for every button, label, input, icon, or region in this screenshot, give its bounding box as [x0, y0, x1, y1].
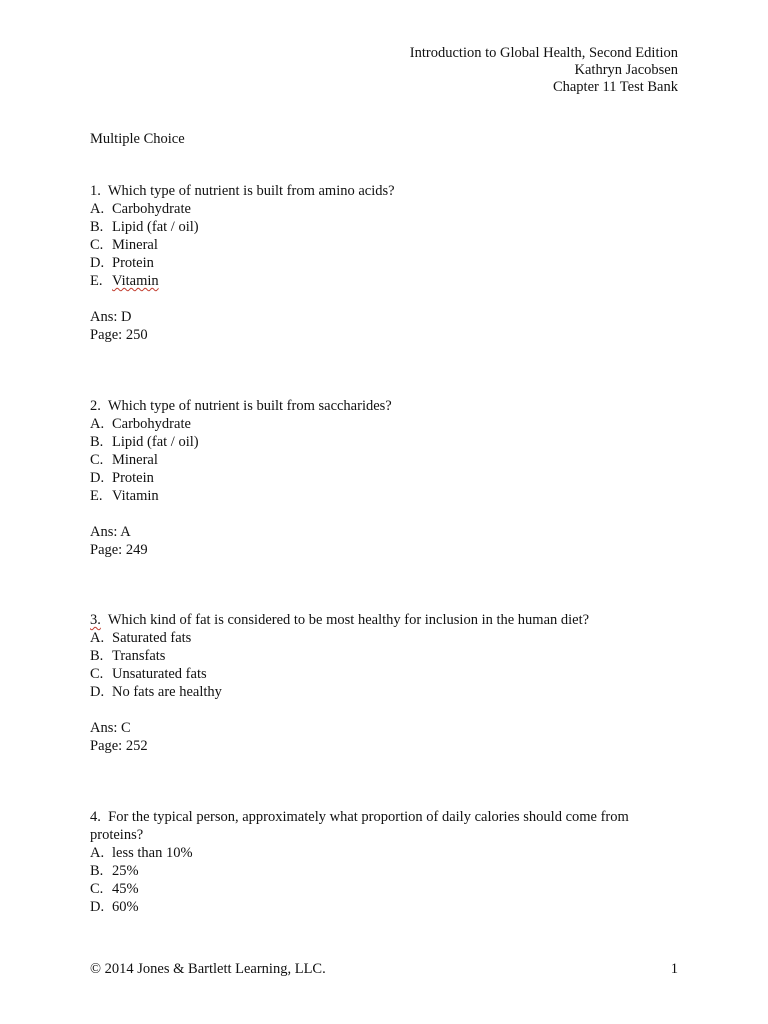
- answer-key: Ans: A: [90, 524, 131, 540]
- spacer: [90, 290, 680, 308]
- option-b: [90, 862, 680, 880]
- option-text: Protein: [112, 470, 154, 486]
- page-reference: Page: 250: [90, 327, 148, 343]
- option-letter: A.: [90, 845, 105, 861]
- question-number: 2.: [90, 398, 101, 414]
- option-text: Unsaturated fats: [112, 666, 207, 682]
- question-number: 3.: [90, 612, 101, 628]
- copyright-notice: © 2014 Jones & Bartlett Learning, LLC.: [90, 961, 326, 977]
- section-title: Multiple Choice: [90, 131, 185, 147]
- answer-key: Ans: D: [90, 309, 132, 325]
- page-number: 1: [670, 961, 678, 977]
- option-c: [90, 665, 680, 683]
- option-text: Carbohydrate: [112, 201, 191, 217]
- option-letter: D.: [90, 684, 105, 700]
- option-a: [90, 415, 680, 433]
- option-letter: D.: [90, 899, 105, 915]
- question-2: [90, 397, 680, 559]
- chapter-title: Chapter 11 Test Bank: [552, 79, 678, 95]
- option-letter: D.: [90, 255, 105, 271]
- question-3: [90, 611, 680, 755]
- option-a: [90, 200, 680, 218]
- question-text: Which kind of fat is considered to be most healthy for inclusion in the human diet?: [107, 612, 590, 628]
- option-letter: E.: [90, 273, 103, 289]
- question-stem: [90, 611, 680, 629]
- option-text: Vitamin: [112, 273, 159, 289]
- option-letter: D.: [90, 470, 105, 486]
- option-letter: C.: [90, 666, 104, 682]
- question-4: [90, 808, 680, 916]
- question-stem: [90, 808, 680, 844]
- question-stem: [90, 182, 680, 200]
- option-b: [90, 433, 680, 451]
- option-text: Lipid (fat / oil): [112, 434, 199, 450]
- option-text: 45%: [112, 881, 139, 897]
- book-title: Introduction to Global Health, Second Edition: [409, 45, 678, 61]
- option-text: Mineral: [112, 237, 158, 253]
- option-letter: B.: [90, 219, 104, 235]
- option-c: [90, 880, 680, 898]
- author-name: Kathryn Jacobsen: [574, 62, 678, 78]
- option-letter: B.: [90, 648, 104, 664]
- option-d: [90, 254, 680, 272]
- page-reference: Page: 252: [90, 738, 148, 754]
- option-e: [90, 272, 680, 290]
- option-text: Saturated fats: [112, 630, 192, 646]
- option-a: [90, 629, 680, 647]
- option-text: Protein: [112, 255, 154, 271]
- option-text: Carbohydrate: [112, 416, 191, 432]
- document-header: [278, 45, 678, 96]
- option-c: [90, 236, 680, 254]
- option-text: Transfats: [112, 648, 166, 664]
- option-b: [90, 647, 680, 665]
- option-text: 25%: [112, 863, 139, 879]
- spacer: [90, 701, 680, 719]
- option-letter: C.: [90, 237, 104, 253]
- option-c: [90, 451, 680, 469]
- question-number: 1.: [90, 183, 101, 199]
- question-text: Which type of nutrient is built from amino acids?: [107, 183, 395, 199]
- option-letter: A.: [90, 630, 105, 646]
- option-d: [90, 898, 680, 916]
- answer-key: Ans: C: [90, 720, 131, 736]
- question-number: 4.: [90, 809, 101, 825]
- spacer: [90, 505, 680, 523]
- option-text: No fats are healthy: [112, 684, 222, 700]
- option-text: Mineral: [112, 452, 158, 468]
- option-d: [90, 469, 680, 487]
- option-letter: C.: [90, 881, 104, 897]
- option-e: [90, 487, 680, 505]
- question-text: For the typical person, approximately what proportion of daily calories should come from proteins?: [90, 809, 629, 843]
- option-a: [90, 844, 680, 862]
- option-text: Vitamin: [112, 488, 159, 504]
- question-text: Which type of nutrient is built from saccharides?: [107, 398, 392, 414]
- option-letter: A.: [90, 416, 105, 432]
- question-stem: [90, 397, 680, 415]
- option-letter: A.: [90, 201, 105, 217]
- option-letter: E.: [90, 488, 103, 504]
- page-reference: Page: 249: [90, 542, 148, 558]
- option-letter: C.: [90, 452, 104, 468]
- option-letter: B.: [90, 434, 104, 450]
- option-letter: B.: [90, 863, 104, 879]
- option-text: 60%: [112, 899, 139, 915]
- option-b: [90, 218, 680, 236]
- question-1: [90, 182, 680, 344]
- option-text: Lipid (fat / oil): [112, 219, 199, 235]
- option-d: [90, 683, 680, 701]
- option-text: less than 10%: [112, 845, 193, 861]
